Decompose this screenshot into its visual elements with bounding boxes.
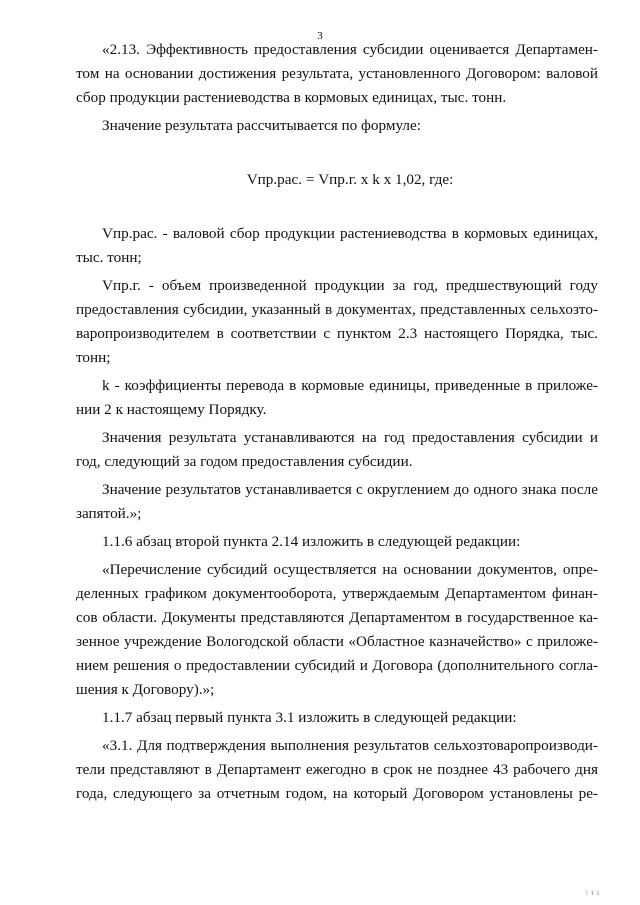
text-line: «Перечисление субсидий осуществляется на основании документов, опре- [102,561,598,578]
text-line: «3.1. Для подтверждения выполнения результатов сельхозтоваропроизводи- [102,737,598,754]
text-line: тыс. тонн; [76,249,142,266]
text-line: предоставления субсидии, указанный в документах, представленных сельхозто- [76,301,598,318]
footer-mark: \ t i [585,889,600,897]
text-line: 1.1.6 абзац второй пункта 2.14 изложить в следующей редакции: [102,533,521,550]
paragraph-1-1-7 [102,706,598,730]
text-line: года, следующего за отчетным годом, на который Договором установлены ре- [76,785,598,802]
paragraph-3-1 [76,734,598,806]
definition-k [76,374,598,422]
text-line: сбор продукции растениеводства в кормовых единицах, тыс. тонн. [76,89,507,106]
text-line: тонн; [76,349,111,366]
text-line: тели представляют в Департамент ежегодно в срок не позднее 43 рабочего дня [76,761,598,778]
text-line: сов области. Документы представляются Департаментом в государственное ка- [76,609,598,626]
paragraph-rounding [76,478,598,526]
paragraph-formula-intro [102,114,598,138]
paragraph-2-13 [76,38,598,110]
document-body [76,38,598,810]
text-line: Vпр.рас. - валовой сбор продукции растениеводства в кормовых единицах, [102,225,598,242]
page-number: 3 [317,30,323,42]
formula: Vпр.рас. = Vпр.г. x k x 1,02, где: [246,171,454,188]
definition-vpr-ras [76,222,598,270]
text-line: Vпр.г. - объем произведенной продукции за год, предшествующий году [102,277,598,294]
text-line: Значение результата рассчитывается по формуле: [102,117,421,134]
paragraph-result-values [76,426,598,474]
text-line: нии 2 к настоящему Порядку. [76,401,267,418]
text-line: шения к Договору).»; [76,681,215,698]
text-line: том на основании достижения результата, установленного Договором: валовой [76,65,598,82]
text-line: запятой.»; [76,505,142,522]
definition-vpr-g [76,274,598,370]
text-line: Значение результатов устанавливается с округлением до одного знака после [102,481,598,498]
text-line: Значения результата устанавливаются на год предоставления субсидии и [102,429,598,446]
text-line: деленных графиком документооборота, утверждаемым Департаментом финан- [76,585,598,602]
paragraph-1-1-6 [102,530,598,554]
text-line: k - коэффициенты перевода в кормовые единицы, приведенные в приложе- [102,377,598,394]
text-line: «2.13. Эффективность предоставления субсидии оценивается Департамен- [102,41,598,58]
text-line: год, следующий за годом предоставления субсидии. [76,453,413,470]
paragraph-transfer [76,558,598,702]
text-line: варопроизводителем в соответствии с пунктом 2.3 настоящего Порядка, тыс. [76,325,598,342]
text-line: зенное учреждение Вологодской области «Областное казначейство» с приложе- [76,633,598,650]
text-line: 1.1.7 абзац первый пункта 3.1 изложить в следующей редакции: [102,709,517,726]
text-line: нием решения о предоставлении субсидий и Договора (дополнительного согла- [76,657,598,674]
